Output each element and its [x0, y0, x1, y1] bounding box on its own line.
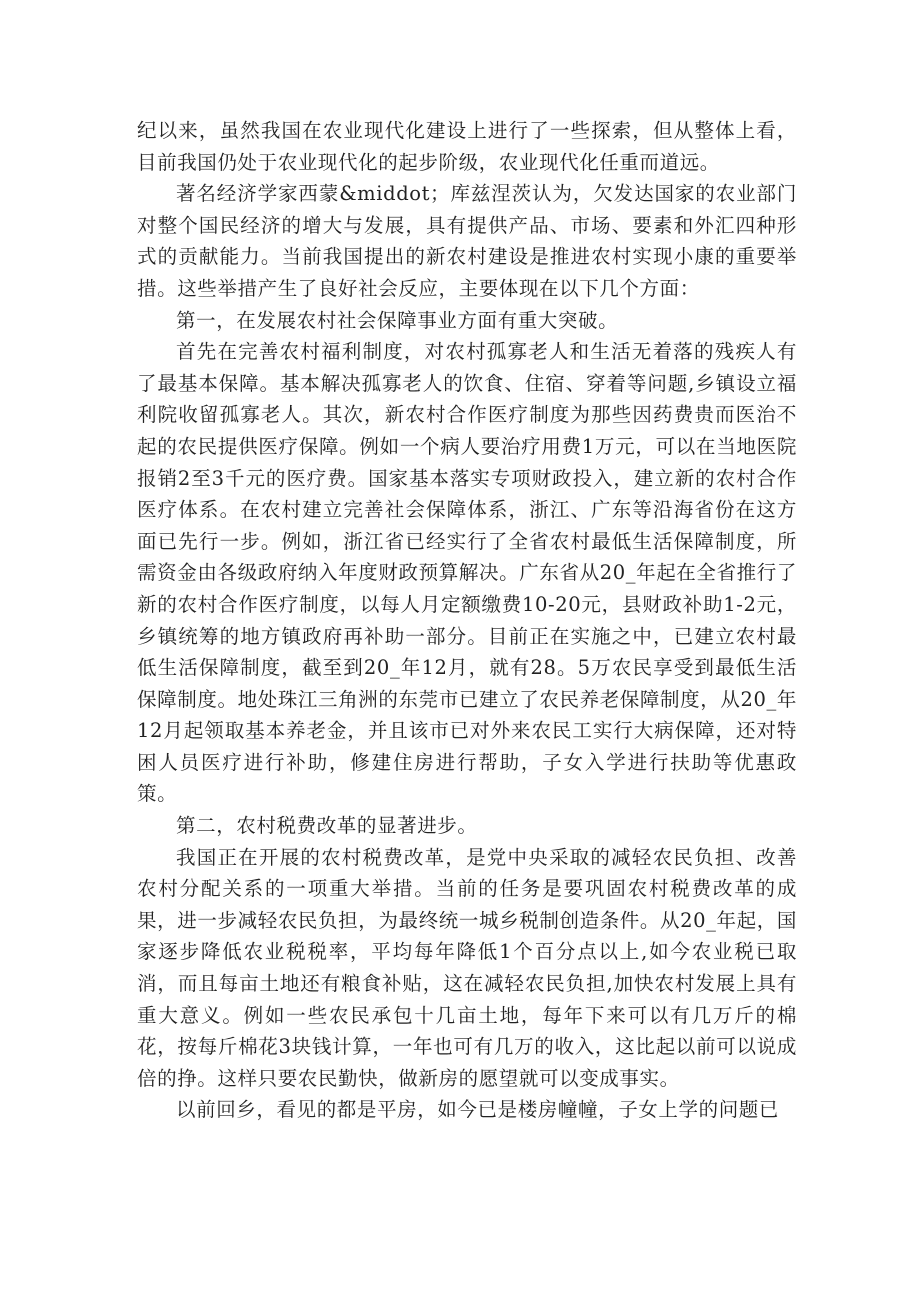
document-page: [137, 115, 797, 1126]
paragraph-continued: 纪以来，虽然我国在农业现代化建设上进行了一些探索，但从整体上看，目前我国仍处于农业现代化的起步阶级，农业现代化任重而道远。: [137, 119, 797, 174]
paragraph-tax-reform: 我国正在开展的农村税费改革，是党中央采取的减轻农民负担、改善农村分配关系的一项重大举措。当前的任务是要巩固农村税费改革的成果，进一步减轻农民负担，为最终统一城乡税制创造条件。从20_年起，国家逐步降低农业税税率，平均每年降低1个百分点以上,如今农业税已取消，而且每亩土地还有粮食补贴，这在减轻农民负担,加快农村发展上具有重大意义。例如一些农民承包十几亩土地，每年下来可以有几万斤的棉花，按每斤棉花3块钱计算，一年也可有几万的收入，这比起以前可以说成倍的挣。这样只要农民勤快，做新房的愿望就可以变成事实。: [137, 845, 797, 1090]
paragraph-heading-first: 第一，在发展农村社会保障事业方面有重大突破。: [176, 308, 619, 332]
paragraph-social-security: 首先在完善农村福利制度，对农村孤寡老人和生活无着落的残疾人有了最基本保障。基本解决孤寡老人的饮食、住宿、穿着等问题,乡镇设立福利院收留孤寡老人。其次，新农村合作医疗制度为那些因药费贵而医治不起的农民提供医疗保障。例如一个病人要治疗用费1万元，可以在当地医院报销2至3千元的医疗费。国家基本落实专项财政投入，建立新的农村合作医疗体系。在农村建立完善社会保障体系，浙江、广东等沿海省份在这方面已先行一步。例如，浙江省已经实行了全省农村最低生活保障制度，所需资金由各级政府纳入年度财政预算解决。广东省从20_年起在全省推行了新的农村合作医疗制度，以每人月定额缴费10-20元，县财政补助1-2元，乡镇统筹的地方镇政府再补助一部分。目前正在实施之中，已建立农村最低生活保障制度，截至到20_年12月，就有28。5万农民享受到最低生活保障制度。地处珠江三角洲的东莞市已建立了农民养老保障制度，从20_年12月起领取基本养老金，并且该市已对外来农民工实行大病保障，还对特困人员医疗进行补助，修建住房进行帮助，子女入学进行扶助等优惠政策。: [137, 340, 797, 806]
paragraph-hometown: 以前回乡，看见的都是平房，如今已是楼房幢幢，子女上学的问题已: [176, 1098, 780, 1122]
paragraph-kuznets: 著名经济学家西蒙&middot；库兹涅茨认为，欠发达国家的农业部门对整个国民经济的增大与发展，具有提供产品、市场、要素和外汇四种形式的贡献能力。当前我国提出的新农村建设是推进农村实现小康的重要举措。这些举措产生了良好社会反应，主要体现在以下几个方面：: [137, 182, 797, 300]
paragraph-heading-second: 第二，农村税费改革的显著进步。: [176, 814, 478, 838]
